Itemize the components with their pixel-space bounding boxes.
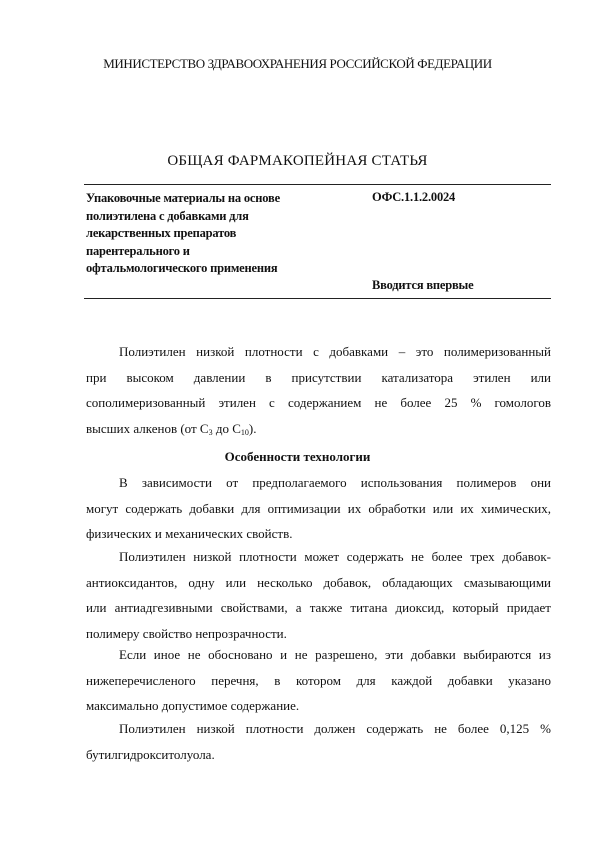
- text-line: или антиадгезивными свойствами, а также титана диоксид, который придает: [86, 600, 551, 615]
- subject-line: лекарственных препаратов: [86, 226, 237, 240]
- text-line: сополимеризованный этилен с содержанием не более 25 % гомологов: [86, 395, 551, 410]
- subject-line: Упаковочные материалы на основе: [86, 191, 280, 205]
- divider-top: [84, 184, 551, 185]
- text-line: Если иное не обосновано и не разрешено, эти добавки выбираются из: [119, 647, 551, 662]
- text-line: при высоком давлении в присутствии катализатора этилен или: [86, 369, 551, 385]
- ministry-header: МИНИСТЕРСТВО ЗДРАВООХРАНЕНИЯ РОССИЙСКОЙ ФЕДЕРАЦИИ: [103, 56, 492, 71]
- text-line: Полиэтилен низкой плотности с добавками – это полимеризованный: [119, 344, 551, 359]
- text-fragment: до С: [212, 420, 241, 436]
- document-title: ОБЩАЯ ФАРМАКОПЕЙНАЯ СТАТЬЯ: [167, 153, 428, 169]
- text-line: физических и механических свойств.: [86, 526, 293, 541]
- text-line: В зависимости от предполагаемого использования полимеров они: [119, 475, 551, 490]
- paragraph-additives-allowed: [86, 544, 551, 646]
- subscript: 10: [240, 427, 249, 437]
- text-line: могут содержать добавки для оптимизации их обработки или их химических,: [86, 500, 551, 516]
- paragraph-definition: [86, 339, 551, 441]
- text-line: [86, 416, 551, 442]
- text-fragment: ).: [248, 420, 257, 436]
- divider-bottom: [84, 298, 551, 299]
- monograph-subject: [86, 190, 336, 278]
- subject-line: парентерального и: [86, 243, 190, 258]
- monograph-code: ОФС.1.1.2.0024: [372, 190, 456, 204]
- text-line: Полиэтилен низкой плотности должен содержать не более 0,125 %: [119, 721, 551, 736]
- text-line: максимально допустимое содержание.: [86, 698, 300, 713]
- section-heading: Особенности технологии: [224, 449, 371, 464]
- text-fragment: высших алкенов (от С: [86, 420, 209, 436]
- paragraph-additives-list: [86, 642, 551, 719]
- text-line: антиоксидантов, одну или несколько добавок, обладающих смазывающими: [86, 574, 551, 590]
- subject-line: полиэтилена с добавками для: [86, 208, 249, 223]
- subscript: 3: [208, 427, 213, 437]
- paragraph-bht-limit: [86, 716, 551, 767]
- text-line: бутилгидрокситолуола.: [86, 746, 215, 762]
- subject-line: офтальмологического применения: [86, 261, 278, 275]
- introduction-note: Вводится впервые: [372, 278, 474, 292]
- text-line: полимеру свойство непрозрачности.: [86, 625, 287, 641]
- text-line: нижеперечисленого перечня, в котором для каждой добавки указано: [86, 672, 551, 688]
- text-line: Полиэтилен низкой плотности может содержать не более трех добавок-: [119, 549, 551, 564]
- paragraph-additives-purpose: [86, 470, 551, 547]
